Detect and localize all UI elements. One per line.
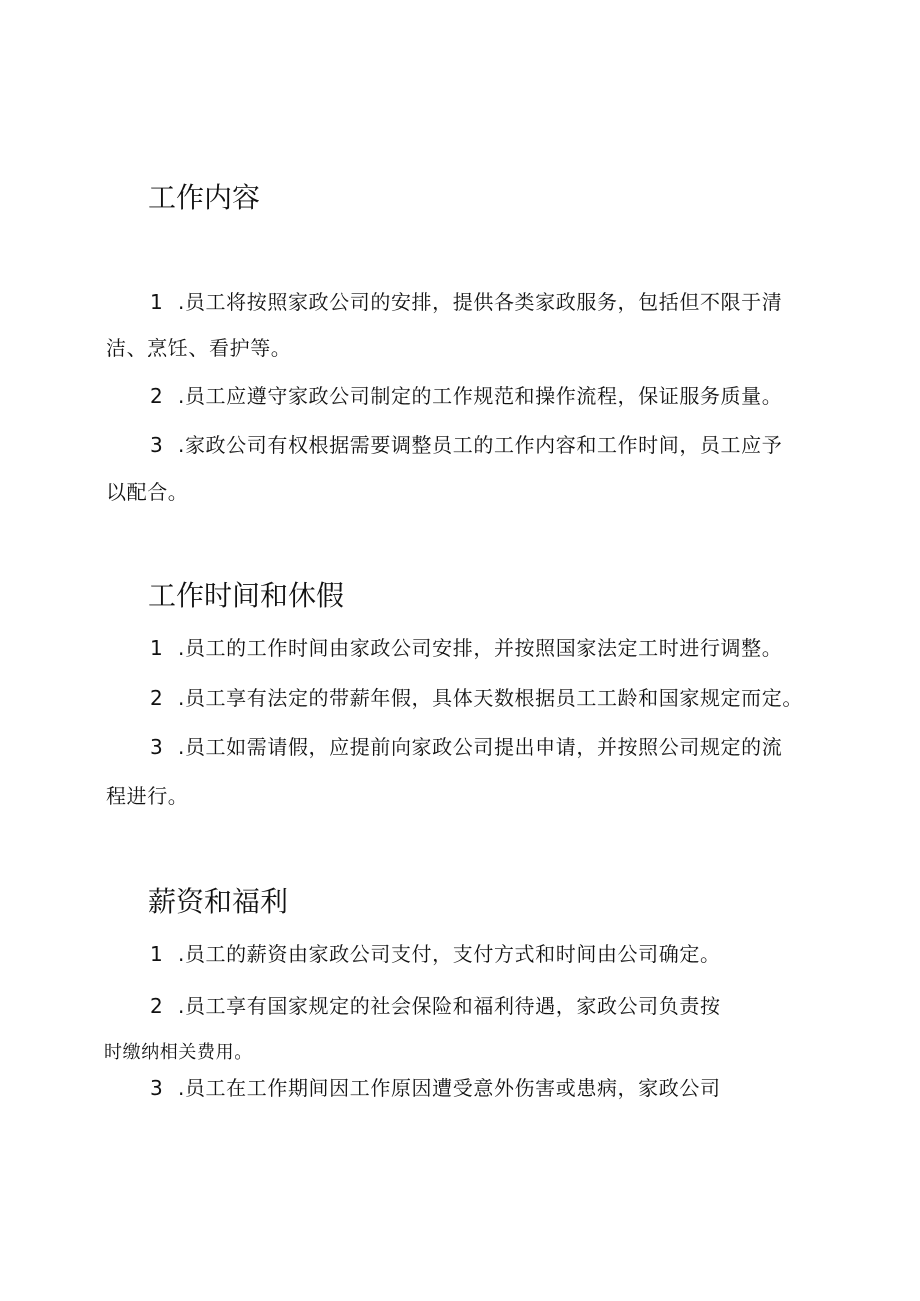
item-text: .员工享有法定的带薪年假，具体天数根据员工工龄和国家规定而定。: [178, 686, 803, 710]
item-text: .员工如需请假，应提前向家政公司提出申请，并按照公司规定的流: [178, 735, 783, 759]
section-heading-work-time: 工作时间和休假: [148, 579, 345, 612]
item-text: .员工享有国家规定的社会保险和福利待遇，家政公司负责按: [178, 994, 721, 1018]
item-text: .员工在工作期间因工作原因遭受意外伤害或患病，家政公司: [178, 1076, 721, 1100]
item-number: 2: [150, 686, 164, 710]
list-item-line: [150, 996, 721, 1016]
section-heading-salary: 薪资和福利: [148, 885, 289, 918]
item-number: 3: [150, 1076, 164, 1100]
list-item-line: [150, 292, 782, 312]
item-text: .员工的工作时间由家政公司安排，并按照国家法定工时进行调整。: [178, 636, 783, 660]
item-text: .家政公司有权根据需要调整员工的工作内容和工作时间，员工应予: [178, 433, 783, 457]
list-item-line: [150, 386, 782, 406]
item-number: 1: [150, 942, 164, 966]
list-item-line: [150, 638, 782, 658]
item-text: .员工的薪资由家政公司支付，支付方式和时间由公司确定。: [178, 942, 721, 966]
list-item-continuation: 时缴纳相关费用。: [104, 1042, 253, 1063]
list-item-line: [150, 944, 721, 964]
list-item-line: [150, 688, 803, 708]
list-item-continuation: 洁、烹饪、看护等。: [106, 336, 292, 360]
list-item-line: [150, 435, 782, 455]
item-number: 2: [150, 384, 164, 408]
section-heading-work-content: 工作内容: [148, 181, 261, 214]
item-number: 3: [150, 735, 164, 759]
list-item-line: [150, 1078, 721, 1098]
item-number: 1: [150, 636, 164, 660]
item-text: .员工将按照家政公司的安排，提供各类家政服务，包括但不限于清: [178, 290, 783, 314]
item-number: 1: [150, 290, 164, 314]
item-number: 3: [150, 433, 164, 457]
list-item-continuation: 以配合。: [106, 480, 189, 504]
list-item-line: [150, 737, 782, 757]
item-number: 2: [150, 994, 164, 1018]
item-text: .员工应遵守家政公司制定的工作规范和操作流程，保证服务质量。: [178, 384, 783, 408]
list-item-continuation: 程进行。: [106, 784, 189, 808]
